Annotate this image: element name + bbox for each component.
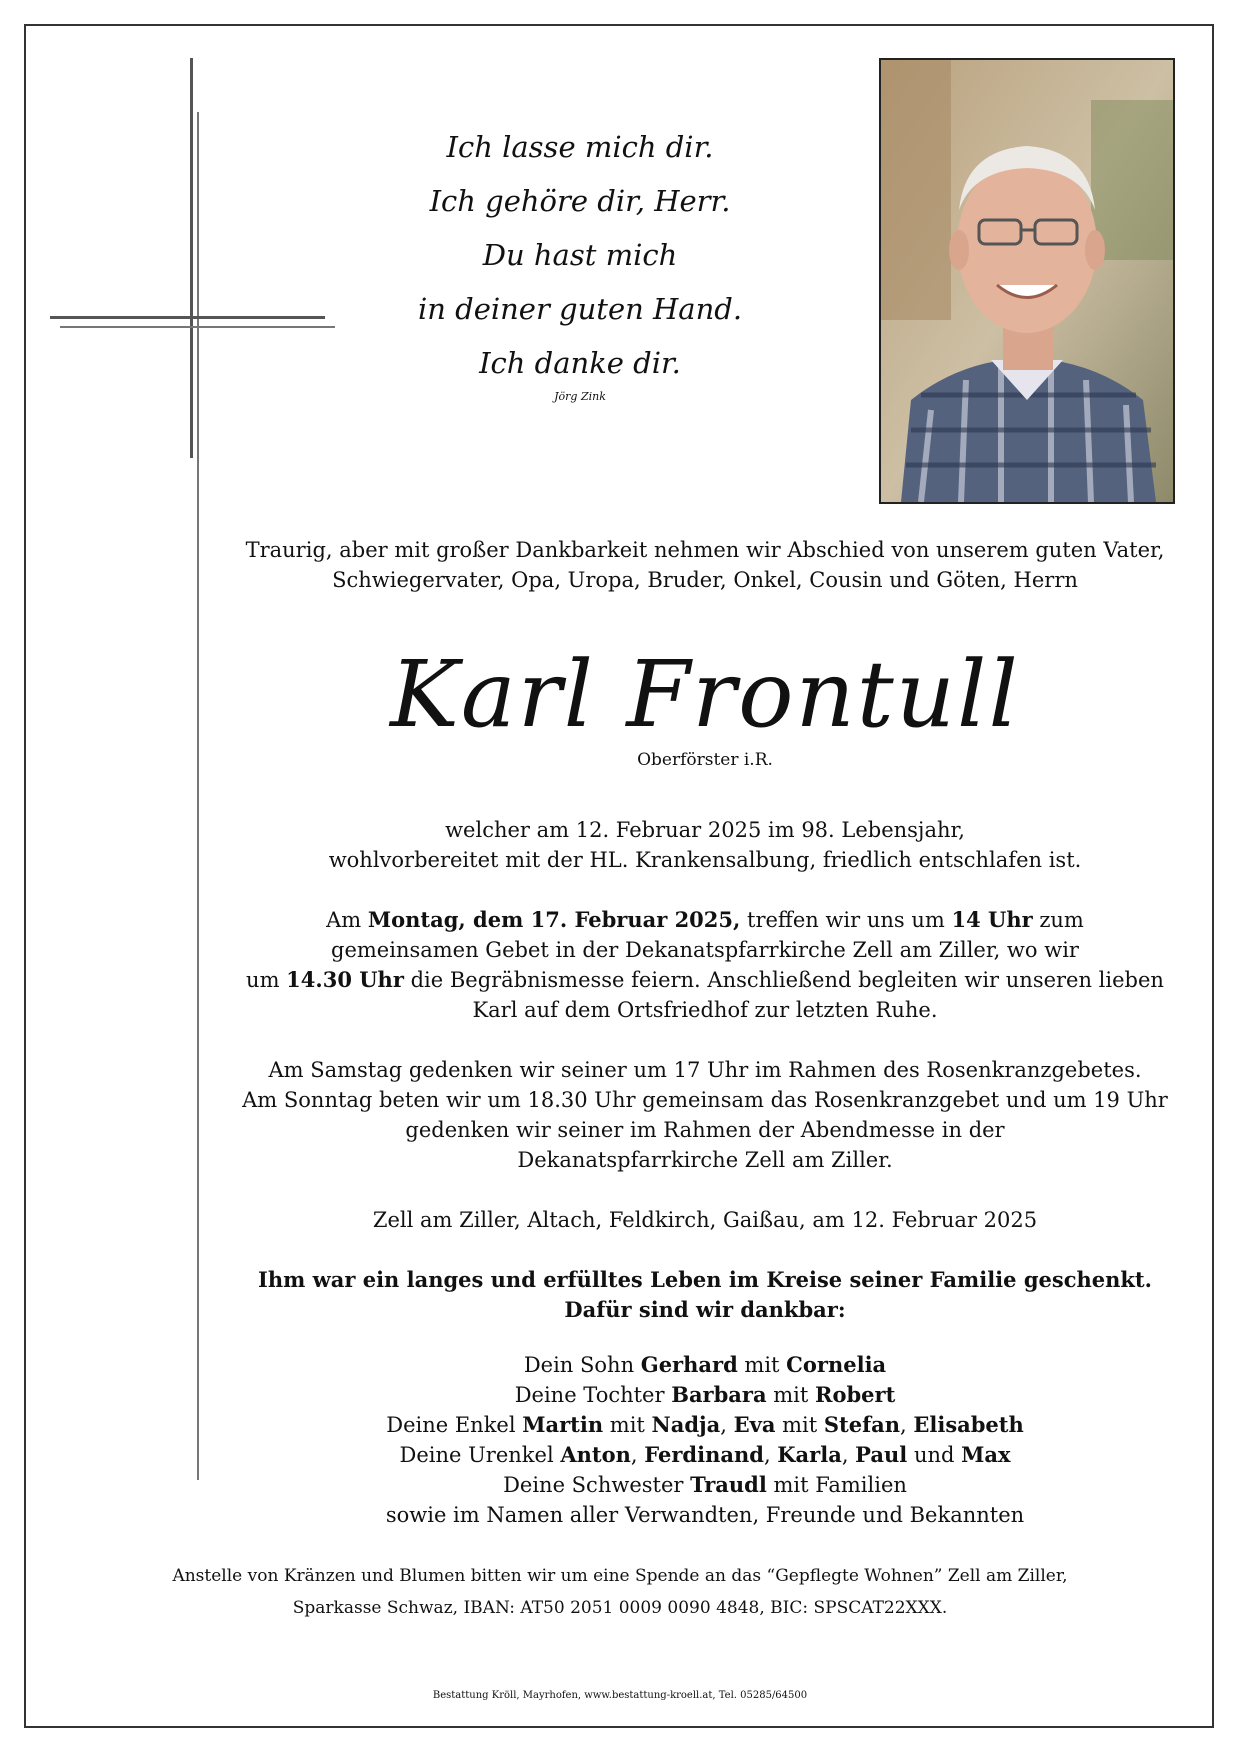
family-name: Elisabeth	[913, 1412, 1024, 1437]
family-name: Robert	[815, 1382, 896, 1407]
deceased-title: Oberförster i.R.	[637, 750, 773, 770]
funeral-line: gemeinsamen Gebet in der Dekanatspfarrkirche Zell am Ziller, wo wir	[331, 938, 1079, 962]
text: Deine Enkel	[386, 1413, 523, 1437]
cross-horizontal-bar	[50, 316, 325, 319]
donation-line: Anstelle von Kränzen und Blumen bitten wir um eine Spende an das “Gepflegte Wohnen” Zell am Ziller,	[172, 1566, 1068, 1586]
text: ,	[900, 1413, 914, 1437]
portrait-photo	[879, 58, 1175, 504]
quote-line: Ich lasse mich dir.	[446, 130, 714, 164]
funeral-line: Karl auf dem Ortsfriedhof zur letzten Ruhe.	[472, 998, 938, 1022]
intro-line: Traurig, aber mit großer Dankbarkeit nehmen wir Abschied von unserem guten Vater,	[245, 538, 1165, 562]
rosary-line: Am Sonntag beten wir um 18.30 Uhr gemeinsam das Rosenkranzgebet und um 19 Uhr	[242, 1088, 1168, 1112]
family-name: Traudl	[690, 1472, 767, 1497]
family-row	[240, 1470, 1170, 1500]
text: Deine Urenkel	[399, 1443, 561, 1467]
family-row	[240, 1410, 1170, 1440]
place-date: Zell am Ziller, Altach, Feldkirch, Gaißau, am 12. Februar 2025	[372, 1208, 1038, 1232]
donation-request	[100, 1560, 1140, 1624]
family-row: sowie im Namen aller Verwandten, Freunde und Bekannten	[385, 1503, 1025, 1527]
quote	[380, 120, 780, 390]
family-name: Karla	[777, 1442, 842, 1467]
rosary-line: Dekanatspfarrkirche Zell am Ziller.	[517, 1148, 893, 1172]
text: ,	[841, 1443, 856, 1467]
quote-author: Jörg Zink	[554, 390, 606, 403]
family-row	[240, 1350, 1170, 1380]
funeral-info	[240, 905, 1170, 1025]
cross-vertical-bar	[190, 58, 193, 458]
family-row	[240, 1380, 1170, 1410]
text: ,	[630, 1443, 645, 1467]
text: Deine Schwester	[503, 1473, 691, 1497]
family-name: Nadja	[651, 1412, 721, 1437]
text: ,	[720, 1413, 734, 1437]
text: ,	[763, 1443, 778, 1467]
family-name: Martin	[522, 1412, 604, 1437]
rosary-info	[240, 1055, 1170, 1175]
text: treffen wir uns um	[740, 908, 952, 932]
text: um	[246, 968, 287, 992]
funeral-time: 14 Uhr	[951, 907, 1033, 932]
death-notice	[240, 815, 1170, 875]
funeral-line	[240, 965, 1170, 995]
rosary-line: Am Samstag gedenken wir seiner um 17 Uhr im Rahmen des Rosenkranzgebetes.	[268, 1058, 1142, 1082]
portrait-photo-image	[881, 60, 1173, 502]
deceased-name: Karl Frontull	[390, 641, 1020, 748]
gratitude-line: Dafür sind wir dankbar:	[564, 1297, 846, 1322]
family-name: Eva	[733, 1412, 776, 1437]
rosary-line: gedenken wir seiner im Rahmen der Abendmesse in der	[405, 1118, 1005, 1142]
text: mit	[603, 1413, 652, 1437]
text: mit Familien	[766, 1473, 907, 1497]
mass-time: 14.30 Uhr	[286, 967, 404, 992]
text: Dein Sohn	[523, 1353, 641, 1377]
gratitude-line: Ihm war ein langes und erfülltes Leben im Kreise seiner Familie geschenkt.	[258, 1267, 1152, 1292]
family-name: Cornelia	[786, 1352, 887, 1377]
family-name: Barbara	[671, 1382, 767, 1407]
family-name: Anton	[560, 1442, 631, 1467]
funeral-home-footer: Bestattung Kröll, Mayrhofen, www.bestattung-kroell.at, Tel. 05285/64500	[432, 1690, 808, 1701]
intro-line: Schwiegervater, Opa, Uropa, Bruder, Onkel, Cousin und Göten, Herrn	[332, 568, 1078, 592]
death-line: welcher am 12. Februar 2025 im 98. Lebensjahr,	[445, 818, 965, 842]
donation-line: Sparkasse Schwaz, IBAN: AT50 2051 0009 0090 4848, BIC: SPSCAT22XXX.	[292, 1598, 948, 1618]
quote-line: Ich gehöre dir, Herr.	[429, 184, 731, 218]
funeral-line	[240, 905, 1170, 935]
family-name: Stefan	[823, 1412, 900, 1437]
text: mit	[737, 1353, 787, 1377]
quote-line: in deiner guten Hand.	[417, 292, 743, 326]
text: Deine Tochter	[514, 1383, 672, 1407]
funeral-date: Montag, dem 17. Februar 2025,	[367, 907, 741, 932]
text: die Begräbnismesse feiern. Anschließend begleiten wir unseren lieben	[403, 968, 1164, 992]
intro-text	[240, 535, 1170, 595]
quote-line: Du hast mich	[482, 238, 678, 272]
family-row	[240, 1440, 1170, 1470]
family-list	[240, 1350, 1170, 1530]
gratitude	[240, 1265, 1170, 1325]
family-name: Max	[961, 1442, 1011, 1467]
quote-line: Ich danke dir.	[479, 346, 681, 380]
text: mit	[766, 1383, 816, 1407]
text: Am	[326, 908, 368, 932]
text: zum	[1032, 908, 1084, 932]
text: mit	[775, 1413, 824, 1437]
death-line: wohlvorbereitet mit der HL. Krankensalbung, friedlich entschlafen ist.	[328, 848, 1082, 872]
family-name: Ferdinand	[644, 1442, 764, 1467]
family-name: Gerhard	[640, 1352, 738, 1377]
text: und	[907, 1443, 962, 1467]
family-name: Paul	[855, 1442, 908, 1467]
cross-horizontal-bar-shadow	[60, 326, 335, 328]
